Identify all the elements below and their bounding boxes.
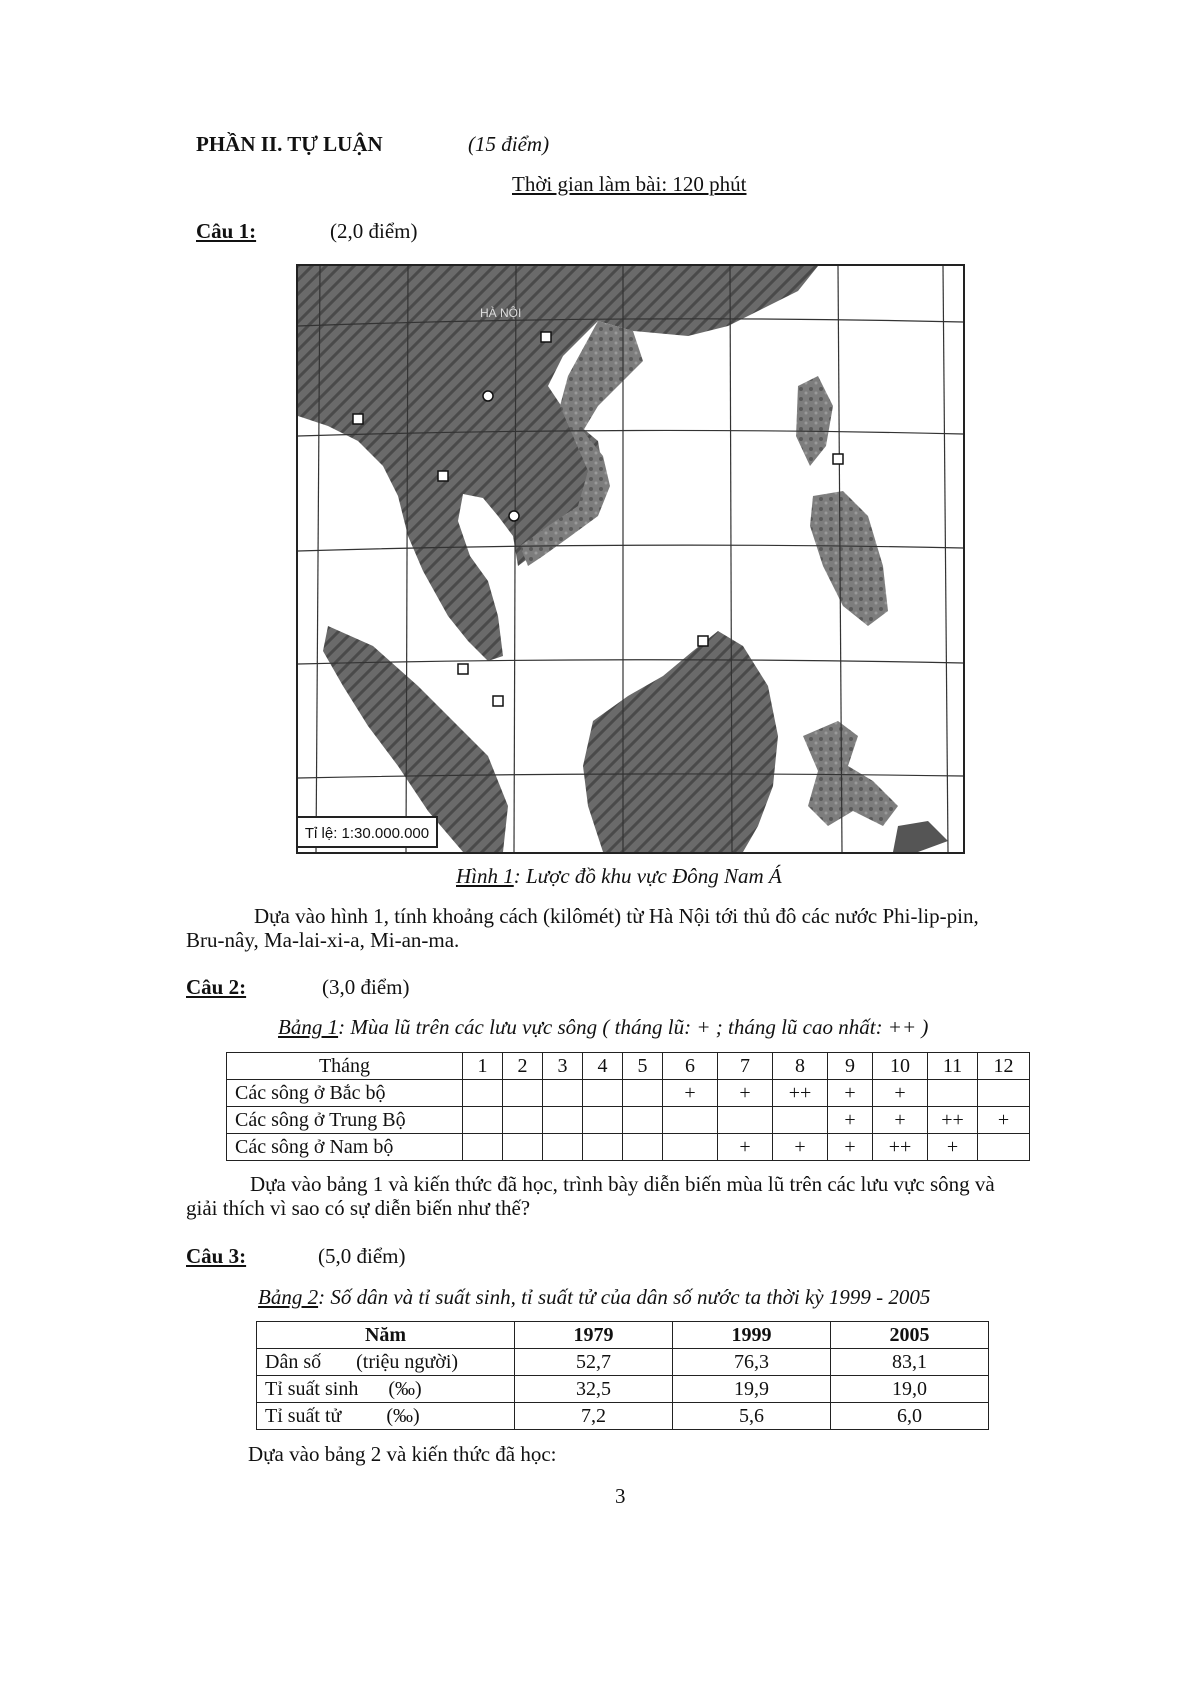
time-limit: Thời gian làm bài: 120 phút	[512, 172, 747, 196]
luzon	[796, 376, 833, 466]
table-cell: 32,5	[515, 1376, 673, 1403]
table-cell: +	[928, 1134, 978, 1161]
table-cell: 5,6	[673, 1403, 831, 1430]
table-cell: +	[663, 1080, 718, 1107]
table-cell	[543, 1107, 583, 1134]
q2-label: Câu 2:	[186, 975, 247, 999]
q3-points: (5,0 điểm)	[318, 1244, 406, 1268]
table-cell: 52,7	[515, 1349, 673, 1376]
table-cell: +	[828, 1107, 873, 1134]
table-cell: +	[828, 1080, 873, 1107]
table-cell: 6,0	[831, 1403, 989, 1430]
part-points: (15 điểm)	[468, 132, 550, 156]
table-header-cell: 6	[663, 1053, 718, 1080]
hanoi-label: HÀ NỘI	[480, 306, 522, 320]
population-table	[256, 1321, 989, 1430]
hanoi-marker	[541, 332, 551, 342]
table-cell	[663, 1134, 718, 1161]
table-cell: 19,0	[831, 1376, 989, 1403]
q3-label: Câu 3:	[186, 1244, 247, 1268]
figure-caption: Hình 1: Lược đồ khu vực Đông Nam Á	[456, 864, 782, 888]
table-header-cell: 5	[623, 1053, 663, 1080]
table-header-cell: 10	[873, 1053, 928, 1080]
table-header-cell: 8	[773, 1053, 828, 1080]
borneo	[583, 631, 778, 852]
q1-points: (2,0 điểm)	[330, 219, 418, 243]
table-cell: ++	[928, 1107, 978, 1134]
q2-text-line2: giải thích vì sao có sự diễn biến như thế?	[186, 1196, 531, 1220]
table-header-row	[227, 1053, 1030, 1080]
southeast-asia-map	[296, 264, 965, 854]
row-label: Dân số (triệu người)	[257, 1349, 515, 1376]
yangon-marker	[353, 414, 363, 424]
table-cell: +	[718, 1134, 773, 1161]
part-title: PHẦN II. TỰ LUẬN	[196, 132, 383, 156]
table-cell: 83,1	[831, 1349, 989, 1376]
table-cell	[663, 1107, 718, 1134]
table-cell	[463, 1134, 503, 1161]
singapore-marker	[493, 696, 503, 706]
table-cell	[463, 1080, 503, 1107]
table-row	[257, 1349, 989, 1376]
table-cell: +	[873, 1107, 928, 1134]
bangkok-marker	[438, 471, 448, 481]
table-header-cell: 2005	[831, 1322, 989, 1349]
table-header-cell: 1	[463, 1053, 503, 1080]
table-cell	[583, 1134, 623, 1161]
map-scale: Tỉ lệ: 1:30.000.000	[296, 816, 438, 848]
table-cell	[503, 1107, 543, 1134]
table-cell: ++	[773, 1080, 828, 1107]
map-graphic	[298, 266, 963, 852]
table-cell	[463, 1107, 503, 1134]
table-cell: +	[718, 1080, 773, 1107]
page-number: 3	[615, 1484, 626, 1508]
row-label: Tỉ suất sinh (‰)	[257, 1376, 515, 1403]
table1-caption: Bảng 1: Mùa lũ trên các lưu vực sông ( tháng lũ: + ; tháng lũ cao nhất: ++ )	[278, 1015, 929, 1039]
phnom-penh-marker	[509, 511, 519, 521]
table-cell	[623, 1107, 663, 1134]
table-header-cell: 3	[543, 1053, 583, 1080]
table-cell	[543, 1134, 583, 1161]
table-header-cell: Năm	[257, 1322, 515, 1349]
q2-text-line1: Dựa vào bảng 1 và kiến thức đã học, trình bày diễn biến mùa lũ trên các lưu vực sông và	[250, 1172, 995, 1196]
table-header-cell: 1979	[515, 1322, 673, 1349]
table-cell	[543, 1080, 583, 1107]
bandar-seri-begawan-marker	[698, 636, 708, 646]
table-header-cell: Tháng	[227, 1053, 463, 1080]
manila-marker	[833, 454, 843, 464]
table-cell	[503, 1080, 543, 1107]
q2-points: (3,0 điểm)	[322, 975, 410, 999]
table-cell: 19,9	[673, 1376, 831, 1403]
table-cell	[583, 1080, 623, 1107]
q1-text-line2: Bru-nây, Ma-lai-xi-a, Mi-an-ma.	[186, 928, 460, 952]
table-cell: +	[873, 1080, 928, 1107]
table-cell: +	[773, 1134, 828, 1161]
q1-text-line1: Dựa vào hình 1, tính khoảng cách (kilômét) từ Hà Nội tới thủ đô các nước Phi-lip-pin,	[254, 904, 979, 928]
sulawesi	[803, 721, 898, 826]
table-header-cell: 7	[718, 1053, 773, 1080]
table-row	[227, 1080, 1030, 1107]
table-cell: ++	[873, 1134, 928, 1161]
table-cell	[978, 1134, 1030, 1161]
table-header-row	[257, 1322, 989, 1349]
table-cell	[503, 1134, 543, 1161]
table-cell: 7,2	[515, 1403, 673, 1430]
table-cell	[773, 1107, 828, 1134]
table-cell: +	[828, 1134, 873, 1161]
table-cell	[928, 1080, 978, 1107]
row-label: Các sông ở Bắc bộ	[227, 1080, 463, 1107]
kuala-lumpur-marker	[458, 664, 468, 674]
table-cell	[718, 1107, 773, 1134]
q3-text: Dựa vào bảng 2 và kiến thức đã học:	[248, 1442, 557, 1466]
table-header-cell: 1999	[673, 1322, 831, 1349]
table-header-cell: 9	[828, 1053, 873, 1080]
table-cell	[623, 1080, 663, 1107]
vientiane-marker	[483, 391, 493, 401]
row-label: Các sông ở Trung Bộ	[227, 1107, 463, 1134]
table-row	[227, 1107, 1030, 1134]
table-row	[257, 1403, 989, 1430]
row-label: Các sông ở Nam bộ	[227, 1134, 463, 1161]
table-header-cell: 11	[928, 1053, 978, 1080]
mainland-landmass	[298, 266, 818, 661]
table-cell: 76,3	[673, 1349, 831, 1376]
table-row	[227, 1134, 1030, 1161]
row-label: Tỉ suất tử (‰)	[257, 1403, 515, 1430]
table-cell	[623, 1134, 663, 1161]
table-cell	[583, 1107, 623, 1134]
table-cell: +	[978, 1107, 1030, 1134]
visayas-mindanao	[810, 491, 888, 626]
flood-season-table	[226, 1052, 1030, 1161]
table-header-cell: 2	[503, 1053, 543, 1080]
table-header-cell: 12	[978, 1053, 1030, 1080]
table-row	[257, 1376, 989, 1403]
table-header-cell: 4	[583, 1053, 623, 1080]
table-cell	[978, 1080, 1030, 1107]
q1-label: Câu 1:	[196, 219, 257, 243]
table2-caption: Bảng 2: Số dân và tỉ suất sinh, tỉ suất tử của dân số nước ta thời kỳ 1999 - 2005	[258, 1285, 931, 1309]
